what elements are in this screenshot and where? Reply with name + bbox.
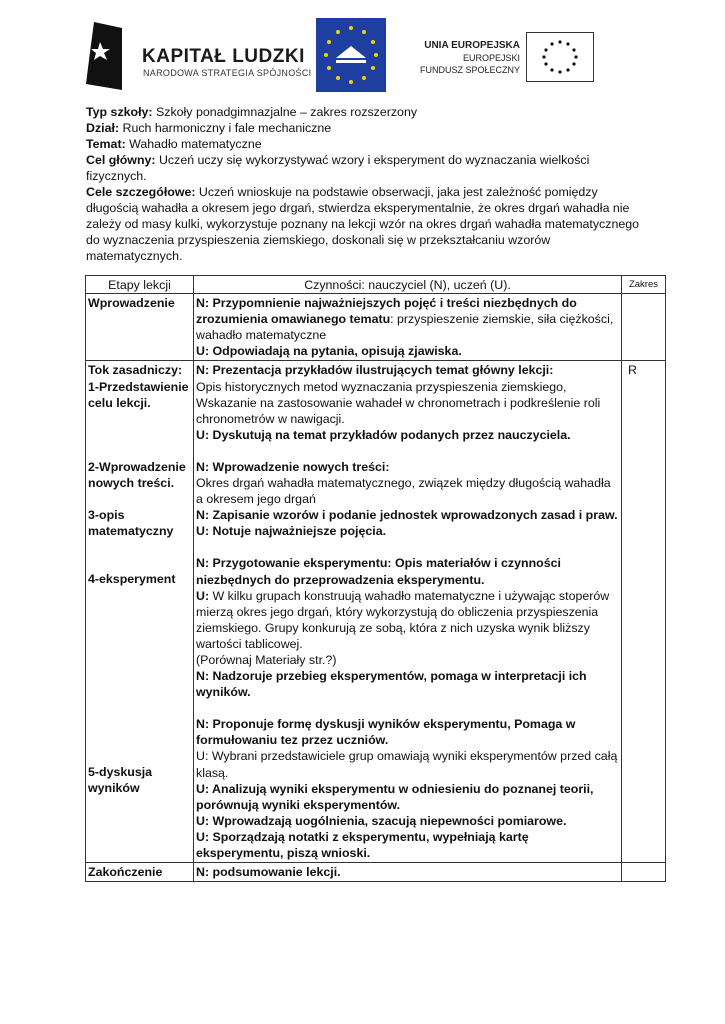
table-row	[86, 863, 666, 882]
kapital-ludzki-title: KAPITAŁ LUDZKI	[142, 46, 305, 67]
activities-main: N: Prezentacja przykładów ilustrujących temat główny lekcji: Opis historycznych metod wyznaczania przyspieszenia ziemskiego, Wskazanie na zastosowanie wahadeł w chronometrach i podkreślenie roli chronometrów w nawigacji. U: Dyskutują na temat przykładów podanych przez nauczyciela. N: Wprowadzenie nowych treści: Okres drgań wahadła matematycznego, związek między długością wahadła a okresem jego drgań N: Zapisanie wzorów i podanie jednostek wprowadzonych zasad i praw. U: Notuje najważniejsze pojęcia. N: Przygotowanie eksperymentu: Opis materiałów i czynności niezbędnych do przeprowadzenia eksperymentu. U: W kilku grupach konstruują wahadło matematyczne i używając stoperów mierzą okres jego drgań, który wykorzystują do obliczenia przyspieszenia ziemskiego. Grupy konkurują ze sobą, która z nich uzyska wynik bliższy wartości tablicowej. (Porównaj Materiały str.?) N: Nadzoruje przebieg eksperymentów, pomaga w interpretacji ich wyników. N: Proponuje formę dyskusji wyników eksperymentu, Pomaga w formułowaniu tez przez uczniów. U: Wybrani przedstawiciele grup omawiają wyniki eksperymentów przed całą klasą. U: Analizują wyniki eksperymentu w odniesieniu do poznanej teorii, porównują wyniki eksperymentów. U: Wprowadzają uogólnienia, szacują niepewności pomiarowe. U: Sporządzają notatki z eksperymentu, wypełniają kartę eksperymentu, piszą wnioski.	[194, 361, 622, 863]
detailed-goals: Cele szczegółowe: Uczeń wnioskuje na podstawie obserwacji, jaka jest zależność pomiędzy długością wahadła a okresem jego drgań, stwierdza eksperymentalnie, że okres drgań wahadła nie zależy od masy kulki, wykorzystuje poznany na lekcji wzór na okres drgań wahadła matematycznego do wyznaczenia przyspieszenia ziemskiego, doskonali się w przekształcaniu wzorów matematycznych.	[86, 185, 640, 263]
scope-intro	[622, 294, 666, 361]
eu-text-line3: FUNDUSZ SPOŁECZNY	[419, 65, 520, 75]
main-goal: Cel główny: Uczeń uczy się wykorzystywać wzory i eksperyment do wyznaczania wielkości fizycznych.	[86, 153, 590, 183]
table-row	[86, 361, 666, 863]
header-stage: Etapy lekcji	[86, 276, 194, 294]
table-header-row	[86, 276, 666, 294]
eu-text-line1: UNIA EUROPEJSKA	[424, 40, 520, 51]
activities-intro: N: Przypomnienie najważniejszych pojęć i treści niezbędnych do zrozumienia omawianego tematu: przyspieszenie ziemskie, siła ciężkości, wahadło matematyczne U: Odpowiadają na pytania, opisują zjawiska.	[194, 294, 622, 361]
stage-intro: Wprowadzenie	[86, 294, 194, 361]
scope-end	[622, 863, 666, 882]
lesson-plan-table	[85, 275, 666, 882]
eu-flag-icon	[526, 32, 594, 82]
lesson-intro	[86, 104, 642, 264]
topic: Temat: Wahadło matematyczne	[86, 137, 262, 151]
table-row	[86, 294, 666, 361]
eu-text-line2: EUROPEJSKI	[462, 53, 520, 63]
header-activities: Czynności: nauczyciel (N), uczeń (U).	[194, 276, 622, 294]
header-scope: Zakres	[622, 276, 666, 294]
kapital-ludzki-logo	[86, 22, 122, 90]
activities-end: N: podsumowanie lekcji.	[194, 863, 622, 882]
stage-main: Tok zasadniczy: 1-Przedstawienie celu lekcji. 2-Wprowadzenie nowych treści. 3-opis matematyczny 4-eksperyment 5-dyskusja wyników	[86, 361, 194, 863]
section: Dział: Ruch harmoniczny i fale mechaniczne	[86, 121, 332, 135]
eu-cohesion-logo	[316, 18, 386, 92]
school-type: Typ szkoły: Szkoły ponadgimnazjalne – zakres rozszerzony	[86, 105, 418, 119]
header-logos	[86, 16, 596, 96]
kapital-ludzki-subtitle: NARODOWA STRATEGIA SPÓJNOŚCI	[143, 68, 312, 78]
eu-fund-text	[416, 40, 520, 76]
stage-end: Zakończenie	[86, 863, 194, 882]
scope-main: R	[622, 361, 666, 863]
